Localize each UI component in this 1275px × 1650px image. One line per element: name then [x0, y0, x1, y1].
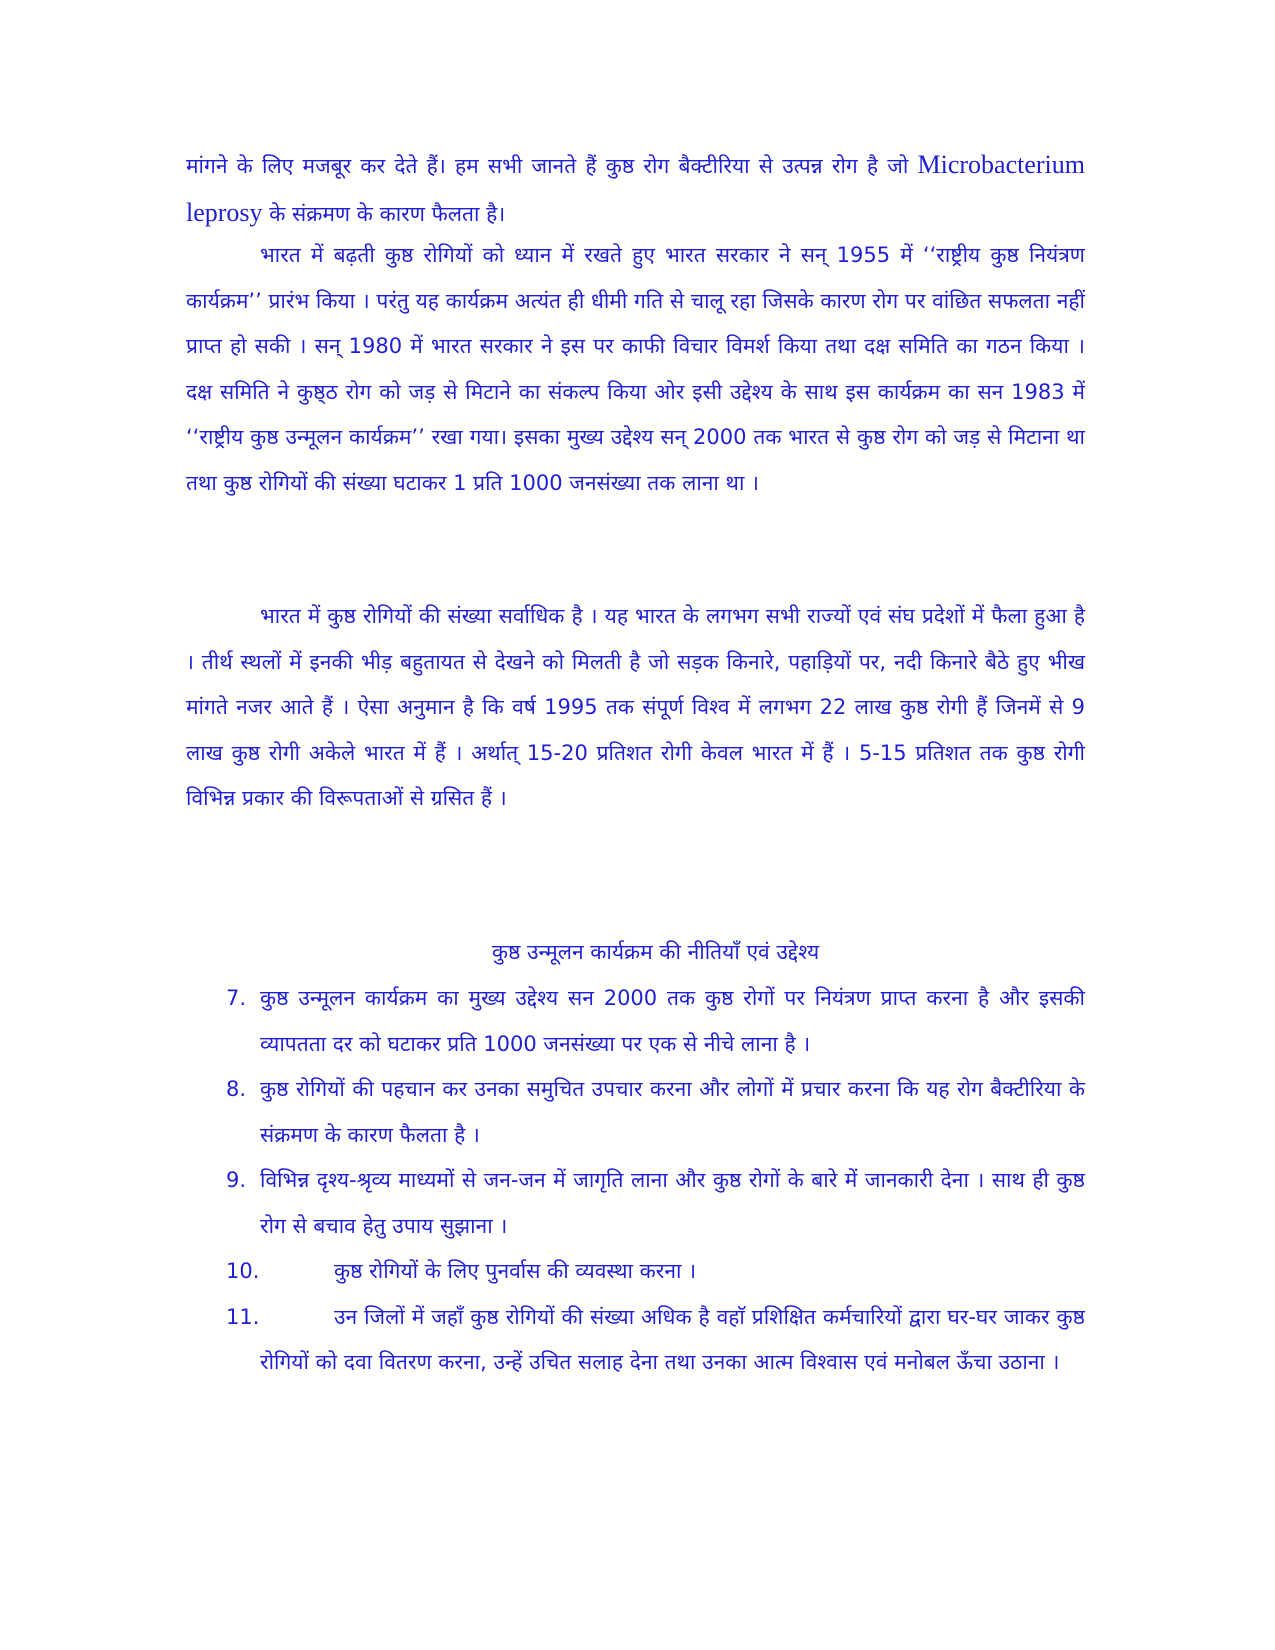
list-item-number: 9. — [226, 1168, 247, 1192]
list-item-text: विभिन्न दृश्य-श्रृव्य माध्यमों से जन-जन में जागृति लाना और कुष्ठ रोगों के बारे में जानकारी देना । साथ ही कुष्ठ रोग से बचाव हेतु उपाय सुझाना । — [260, 1168, 1085, 1238]
paragraph-1-latin-term: Microbacterium leprosy — [186, 150, 1085, 227]
list-item — [186, 1158, 1085, 1249]
list-item-number: 10. — [226, 1259, 260, 1283]
list-item-number: 8. — [226, 1077, 247, 1101]
objectives-list — [186, 976, 1085, 1386]
list-item — [186, 1249, 1085, 1295]
paragraph-2: भारत में बढ़ती कुष्ठ रोगियों को ध्यान में रखते हुए भारत सरकार ने सन् 1955 में ‘‘राष्ट्रीय कुष्ठ नियंत्रण कार्यक्रम’’ प्रारंभ किया । परंतु यह कार्यक्रम अत्यंत ही धीमी गति से चालू रहा जिसके कारण रोग पर वांछित सफलता नहीं प्राप्त हो सकी । सन् 1980 में भारत सरकार ने इस पर काफी विचार विमर्श किया तथा दक्ष समिति का गठन किया । दक्ष समिति ने कुष्ठ्ठ रोग को जड़ से मिटाने का संकल्प किया ओर इसी उद्देश्य के साथ इस कार्यक्रम का सन 1983 में ‘‘राष्ट्रीय कुष्ठ उन्मूलन कार्यक्रम’’ रखा गया। इसका मुख्य उद्देश्य सन् 2000 तक भारत से कुष्ठ रोग को जड़ से मिटाना था तथा कुष्ठ रोगियों की संख्या घटाकर 1 प्रति 1000 जनसंख्या तक लाना था । — [186, 243, 1085, 495]
list-item — [186, 1067, 1085, 1158]
list-item-number: 7. — [226, 986, 247, 1010]
paragraph-1-text-start: मांगने के लिए मजबूर कर देते हैं। हम सभी जानते हैं कुष्ठ रोग बैक्टीरिया से उत्पन्न रोग है जो — [186, 154, 918, 178]
section-heading: कुष्ठ उन्मूलन कार्यक्रम की नीतियाँ एवं उद्देश्य — [491, 940, 820, 964]
list-item-text: कुष्ठ उन्मूलन कार्यक्रम का मुख्य उद्देश्य सन 2000 तक कुष्ठ रोगों पर नियंत्रण प्राप्त करना है और इसकी व्यापतता दर को घटाकर प्रति 1000 जनसंख्या पर एक से नीचे लाना है । — [260, 986, 1085, 1056]
paragraph-3: भारत में कुष्ठ रोगियों की संख्या सर्वाधिक है । यह भारत के लगभग सभी राज्यों एवं संघ प्रदेशों में फैला हुआ है । तीर्थ स्थलों में इनकी भीड़ बहुतायत से देखने को मिलती है जो सड़क किनारे, पहाड़ियों पर, नदी किनारे बैठे हुए भीख मांगते नजर आते हैं । ऐसा अनुमान है कि वर्ष 1995 तक संपूर्ण विश्व में लगभग 22 लाख कुष्ठ रोगी हैं जिनमें से 9 लाख कुष्ठ रोगी अकेले भारत में हैं । अर्थात् 15-20 प्रतिशत रोगी केवल भारत में हैं । 5-15 प्रतिशत तक कुष्ठ रोगी विभिन्न प्रकार की विरूपताओं से ग्रसित हैं । — [186, 604, 1085, 810]
list-item — [186, 1295, 1085, 1386]
list-item — [186, 976, 1085, 1067]
list-item-number: 11. — [226, 1304, 260, 1329]
paragraph-1-text-end: के संक्रमण के कारण फैलता है। — [262, 201, 506, 226]
paragraph-1 — [186, 142, 1085, 237]
list-item-text: कुष्ठ रोगियों के लिए पुनर्वास की व्यवस्था करना । — [334, 1259, 697, 1283]
list-item-text: कुष्ठ रोगियों की पहचान कर उनका समुचित उपचार करना और लोगों में प्रचार करना कि यह रोग बैक्टीरिया के संक्रमण के कारण फैलता है । — [260, 1077, 1085, 1147]
list-item-text: उन जिलों में जहाँ कुष्ठ रोगियों की संख्या अधिक है वहाॅ प्रशिक्षित कर्मचारियों द्वारा घर-घर जाकर कुष्ठ रोगियों को दवा वितरण करना, उन्हें उचित सलाह देना तथा उनका आत्म विश्वास एवं मनोबल ऊँचा उठाना । — [260, 1304, 1085, 1374]
